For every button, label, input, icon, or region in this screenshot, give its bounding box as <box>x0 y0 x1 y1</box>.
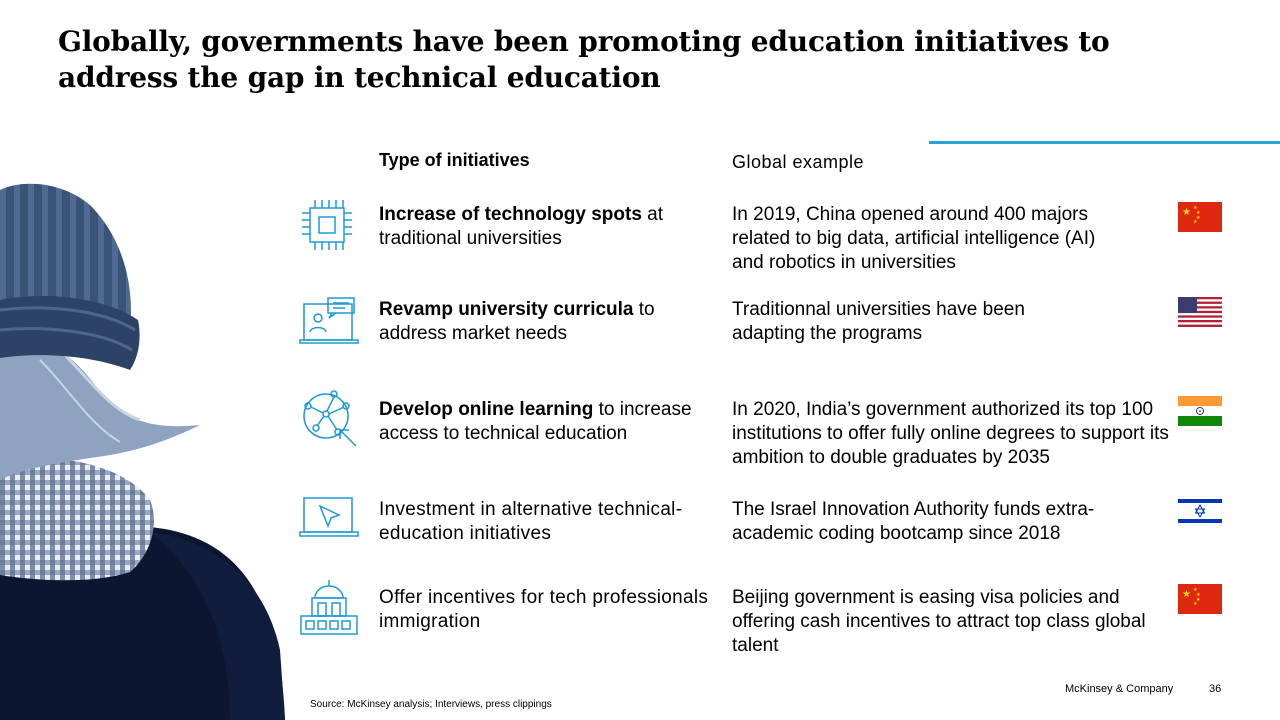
example-text: In 2020, India’s government authorized its top 100 institutions to offer fully online degrees to support its ambition to double graduates by 2035 <box>732 399 1169 468</box>
slide-title: Globally, governments have been promoting education initiatives to address the gap in technical education <box>58 25 1110 94</box>
laptop-chat-icon <box>298 292 360 354</box>
china-flag-icon <box>1178 584 1222 614</box>
chip-icon <box>298 196 360 258</box>
india-flag-icon <box>1178 396 1222 426</box>
initiative-text: Develop online learning to increase access to technical education <box>379 399 692 444</box>
column-header-initiatives: Type of initiatives <box>379 150 530 170</box>
photo-caption: Source: McKinsey analysis <box>57 683 177 694</box>
government-building-icon <box>298 578 360 640</box>
column-header-global-example: Global example <box>732 152 865 172</box>
svg-text:★: ★ <box>1196 597 1201 603</box>
example-text: Traditionnal universities have been adapting the programs <box>732 299 1025 344</box>
initiative-text: Revamp university curricula to address market needs <box>379 299 655 344</box>
accent-line <box>929 141 1280 144</box>
svg-text:★: ★ <box>1182 207 1191 218</box>
globe-network-icon <box>298 388 360 450</box>
student-photo <box>0 180 290 720</box>
page-number: 36 <box>1209 683 1222 695</box>
example-text: In 2019, China opened around 400 majors related to big data, artificial intelligence (AI) and robotics in universities <box>732 204 1096 273</box>
usa-flag-icon <box>1178 297 1222 327</box>
svg-text:★: ★ <box>1196 592 1201 598</box>
svg-text:★: ★ <box>1196 210 1201 216</box>
israel-flag-icon <box>1178 496 1222 526</box>
svg-text:★: ★ <box>1196 215 1201 221</box>
svg-text:★: ★ <box>1193 205 1198 211</box>
example-text: The Israel Innovation Authority funds extra-academic coding bootcamp since 2018 <box>732 499 1095 544</box>
initiative-text: Investment in alternative technical-education initiatives <box>379 499 683 544</box>
initiative-text: Offer incentives for tech professionals immigration <box>379 587 709 632</box>
svg-text:★: ★ <box>1193 587 1198 593</box>
laptop-cursor-icon <box>298 490 360 552</box>
source-note: Source: McKinsey analysis; Interviews, press clippings <box>310 699 552 710</box>
example-text: Beijing government is easing visa policies and offering cash incentives to attract top class global talent <box>732 587 1146 656</box>
brand-name: McKinsey & Company <box>1065 683 1174 695</box>
svg-text:★: ★ <box>1193 219 1198 225</box>
svg-text:★: ★ <box>1182 589 1191 600</box>
svg-text:★: ★ <box>1193 601 1198 607</box>
initiative-text: Increase of technology spots at traditional universities <box>379 204 664 249</box>
china-flag-icon <box>1178 202 1222 232</box>
